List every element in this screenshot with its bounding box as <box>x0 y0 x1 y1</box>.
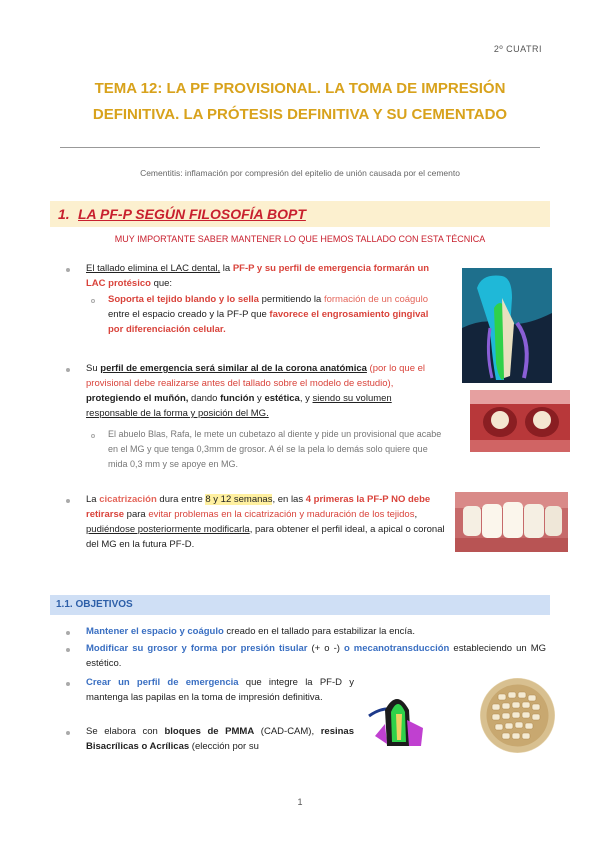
text-span: Modificar su grosor y forma por presión tisular <box>86 643 308 654</box>
bullet-cicatrizacion <box>86 492 446 552</box>
sub-bullet-circle <box>91 299 95 303</box>
gums-photo <box>470 390 570 452</box>
text-span: y <box>254 393 265 404</box>
text-span: , para obtener el perfil ideal, a apical o coronal del MG en la futura PF-D. <box>86 524 445 550</box>
section-heading-1-1 <box>50 595 550 615</box>
bullet-perfil-emergencia <box>86 361 444 421</box>
bullet-dot <box>66 631 70 635</box>
pmma-disc-image <box>480 678 555 753</box>
text-span: para <box>124 509 149 520</box>
text-span: cicatrización <box>99 494 157 505</box>
text-span: que integre la PF-D y mantenga las papilas en la toma de impresión definitiva. <box>86 677 354 703</box>
bullet-dot <box>66 682 70 686</box>
text-span: evitar problemas en la cicatrización y maduración de los tejidos <box>148 509 415 520</box>
text-span: (CAD-CAM), <box>254 726 321 737</box>
bullet-lac <box>86 261 444 291</box>
intro-note: Cementitis: inflamación por compresión del epitelio de unión causada por el cemento <box>140 168 460 178</box>
text-span: favorece el engrosamiento gingival por diferenciación celular. <box>108 309 429 335</box>
text-span: pudiéndose posteriormente modificarla <box>86 524 250 535</box>
text-span: siendo su volumen responsable de la forma y posición del MG. <box>86 393 392 419</box>
bullet-dot <box>66 499 70 503</box>
text-span: Su <box>86 363 101 374</box>
text-span: formación de un coágulo <box>323 294 428 305</box>
text-span: resinas Bisacrílicas o Acrílicas <box>86 726 354 752</box>
text-span: (+ o -) <box>307 643 344 654</box>
provisional-diagram-image <box>365 680 430 752</box>
teeth-photo <box>455 492 568 552</box>
text-span: protegiendo el muñón, <box>86 393 189 404</box>
text-span: dura entre <box>156 494 206 505</box>
title-line-2: DEFINITIVA. LA PRÓTESIS DEFINITIVA Y SU CEMENTADO <box>92 106 508 123</box>
sub-bullet-abuelo: El abuelo Blas, Rafa, le mete un cubetazo al diente y pide un provisional que acabe en el MG y que tenga 0,3mm de grosor. A él se la pela lo demás solo quiere que mida 0,3 mm y se apoye en MG. <box>108 429 442 469</box>
text-span: PF-P y su perfil de emergencia formarán un LAC protésico <box>86 263 430 289</box>
text-span: Crear un perfil de emergencia <box>86 677 239 688</box>
course-header: 2º CUATRI <box>493 44 542 54</box>
objective-4 <box>86 724 354 754</box>
section-title: LA PF-P SEGÚN FILOSOFÍA BOPT <box>78 206 306 222</box>
objective-2 <box>86 641 546 671</box>
text-span: La <box>86 494 100 505</box>
text-span: 4 primeras la PF-P NO debe retirarse <box>86 494 431 520</box>
text-span: la <box>220 263 233 274</box>
text-span: creado en el tallado para estabilizar la encía. <box>223 626 415 637</box>
text-span: , en las <box>272 494 306 505</box>
section-heading-1 <box>50 201 550 227</box>
text-span: (por lo que el provisional debe realizarse antes del tallado sobre el modelo de estudio), <box>86 363 426 389</box>
text-span: permitiendo la <box>258 294 324 305</box>
bullet-dot <box>66 648 70 652</box>
text-span: , <box>414 509 418 520</box>
title-line-1: TEMA 12: LA PF PROVISIONAL. LA TOMA DE IMPRESIÓN <box>94 80 506 97</box>
text-span: 8 y 12 semanas <box>205 494 273 505</box>
text-span: bloques de PMMA <box>164 726 255 737</box>
divider <box>60 147 540 148</box>
tooth-diagram-image <box>462 268 552 383</box>
text-span: El tallado elimina el LAC dental, <box>86 263 221 274</box>
section-number: 1. <box>58 206 70 222</box>
page-number: 1 <box>297 797 303 807</box>
text-span: perfil de emergencia será similar al de la corona anatómica <box>100 363 367 374</box>
text-span: función <box>220 393 255 404</box>
text-span: , y <box>299 393 313 404</box>
sub-bullet-soporta <box>108 292 444 337</box>
bullet-dot <box>66 368 70 372</box>
important-note: MUY IMPORTANTE SABER MANTENER LO QUE HEMOS TALLADO CON ESTA TÉCNICA <box>114 234 486 244</box>
objective-1 <box>86 624 546 639</box>
text-span: estableciendo un MG estético. <box>86 643 546 669</box>
text-span: estética <box>264 393 300 404</box>
text-span: entre el espacio creado y la PF-P que <box>108 309 270 320</box>
bullet-dot <box>66 731 70 735</box>
text-span: (elección por su <box>189 741 259 752</box>
text-span: o mecanotransducción <box>343 643 450 654</box>
text-span: Mantener el espacio y coágulo <box>86 626 224 637</box>
page-title <box>60 76 540 128</box>
objective-3 <box>86 675 354 705</box>
text-span: dando <box>188 393 221 404</box>
bullet-dot <box>66 268 70 272</box>
sub-bullet-circle <box>91 434 95 438</box>
text-span: Soporta el tejido blando y lo sella <box>108 294 259 305</box>
section-title: 1.1. OBJETIVOS <box>56 599 133 610</box>
text-span: Se elabora con <box>86 726 165 737</box>
text-span: que: <box>150 278 173 289</box>
